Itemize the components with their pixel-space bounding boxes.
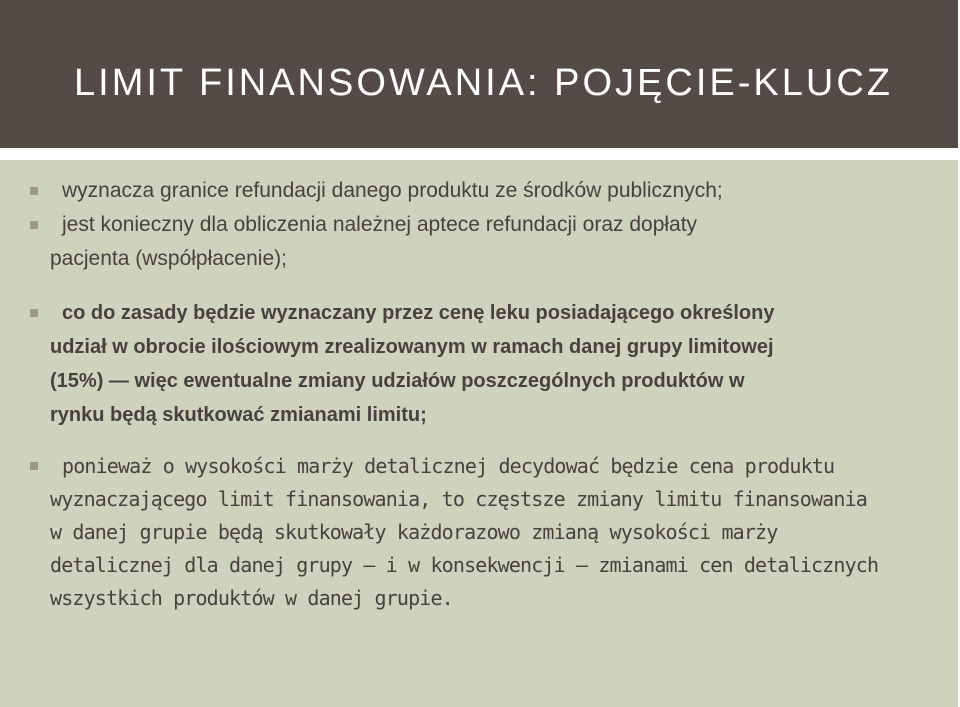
slide-title: LIMIT FINANSOWANIA: POJĘCIE-KLUCZ [74,62,893,104]
bullet-item [50,174,945,208]
title-divider [0,148,958,160]
bullet-text: wyznacza granice refundacji danego produktu ze środków publicznych; [62,179,723,202]
square-bullet-icon [30,462,38,470]
bullet-text-continued: pacjenta (współpłacenie); [50,247,287,270]
bullet-text-continued: detalicznej dla danej grupy — i w konsekwencji — zmianami cen detalicznych [50,553,879,577]
bullet-text-continued: udział w obrocie ilościowym zrealizowanym w ramach danej grupy limitowej [50,336,774,358]
bullet-text-continued: w danej grupie będą skutkowały każdorazowo zmianą wysokości marży [50,520,778,544]
bullet-text-continued: (15%) — więc ewentualne zmiany udziałów poszczególnych produktów w [50,370,745,392]
bullet-text-continued: wszystkich produktów w danej grupie. [50,586,453,610]
bullet-text: ponieważ o wysokości marży detalicznej decydować będzie cena produktu [62,454,835,478]
bullet-text-continued: wyznaczającego limit finansowania, to częstsze zmiany limitu finansowania [50,487,867,511]
bullet-item [50,208,945,276]
bullet-text-continued: rynku będą skutkować zmianami limitu; [50,404,427,426]
title-bar [0,0,958,148]
square-bullet-icon [30,221,38,229]
square-bullet-icon [30,309,38,317]
square-bullet-icon [30,187,38,195]
bullet-item [50,450,945,615]
bullet-text: jest konieczny dla obliczenia należnej aptece refundacji oraz dopłaty [62,213,698,236]
bullet-list [50,174,945,615]
bullet-item [50,296,945,432]
bullet-text: co do zasady będzie wyznaczany przez cenę leku posiadającego określony [62,302,775,324]
